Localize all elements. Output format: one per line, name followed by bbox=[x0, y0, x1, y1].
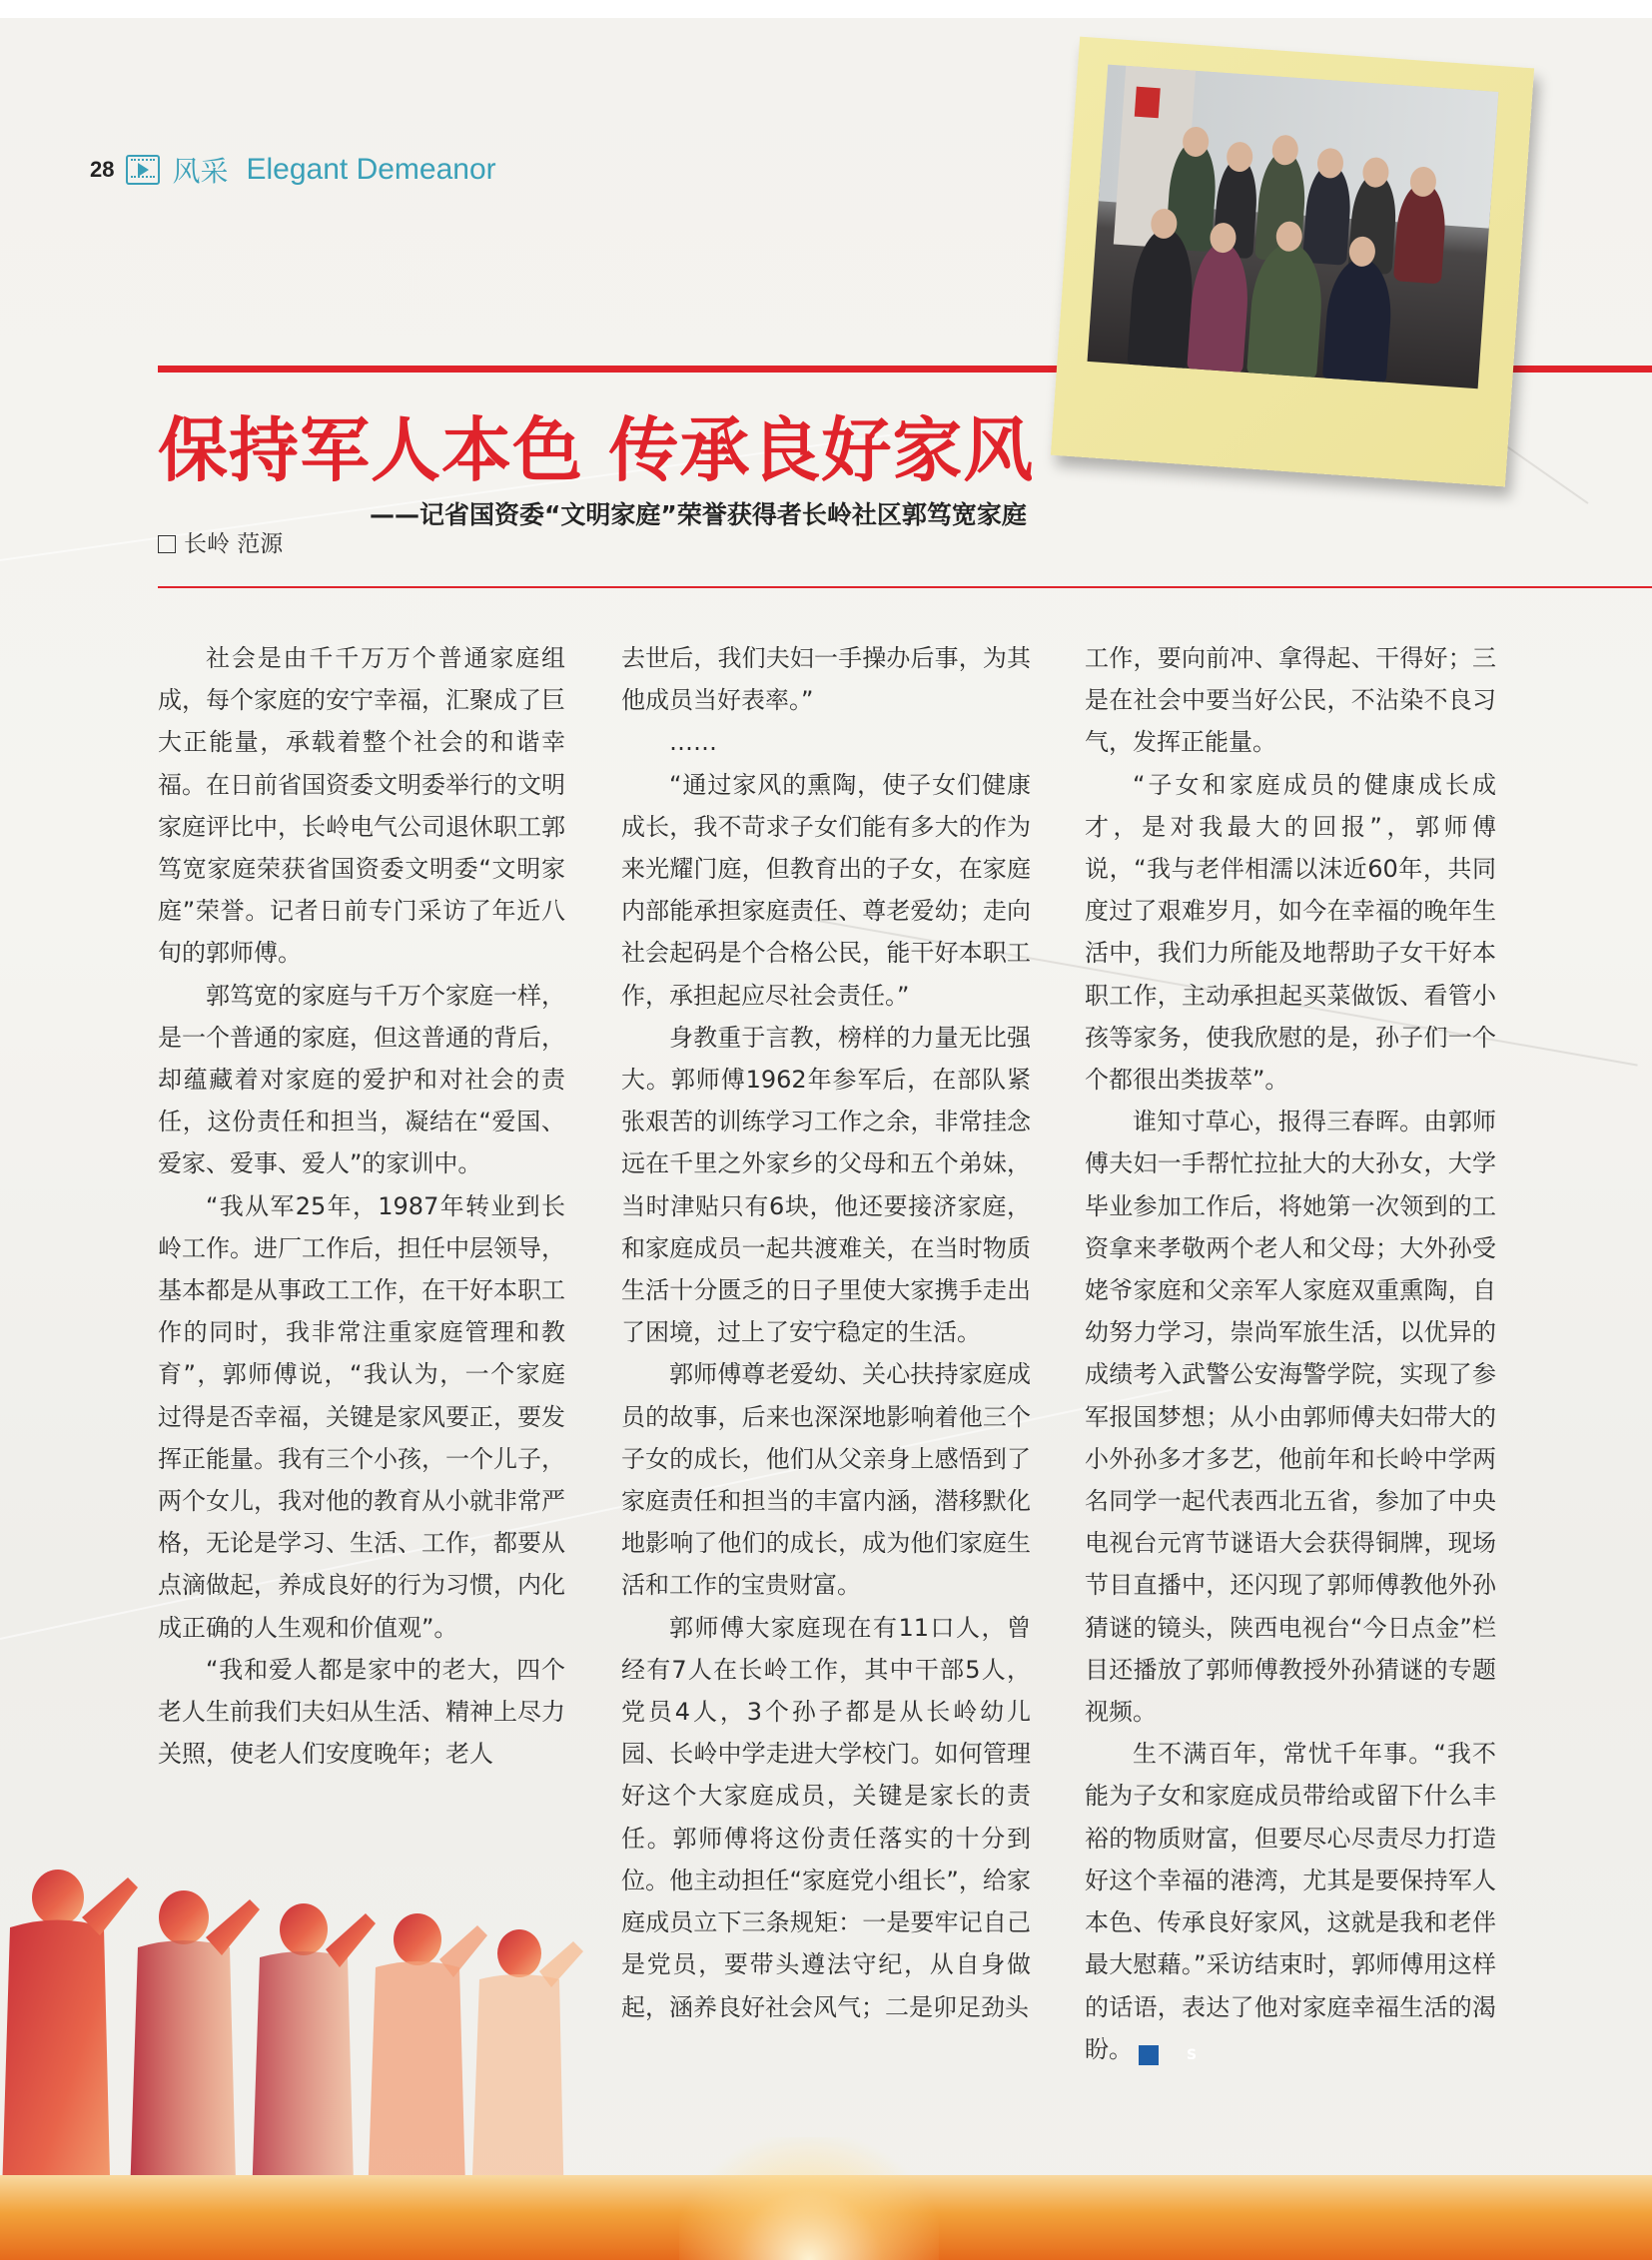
film-play-icon bbox=[126, 155, 160, 185]
paragraph-text: 生不满百年，常忧千年事。“我不能为子女和家庭成员带给或留下什么丰裕的物质财富，但要尽心尽责尽力打造好这个幸福的港湾，尤其是要保持军人本色、传承良好家风，这就是我和老伴最大慰藉。”采访结束时，郭师傅用这样的话语，表达了他对家庭幸福生活的渴盼。 bbox=[1085, 1740, 1496, 2063]
article-title: 保持军人本色 传承良好家风 bbox=[158, 409, 1035, 491]
paragraph: 郭师傅尊老爱幼、关心扶持家庭成员的故事，后来也深深地影响着他三个子女的成长，他们从父亲身上感悟到了家庭责任和担当的丰富内涵，潜移默化地影响了他们的成长，成为他们家庭生活和工作的宝贵财富。 bbox=[621, 1360, 1031, 1600]
paragraph: 身教重于言教，榜样的力量无比强大。郭师傅1962年参军后，在部队紧张艰苦的训练学习工作之余，非常挂念远在千里之外家乡的父母和五个弟妹，当时津贴只有6块，他还要接济家庭，和家庭成员一起共渡难关，在当时物质生活十分匮乏的日子里使大家携手走出了困境，过上了安宁稳定的生活。 bbox=[621, 1023, 1031, 1347]
paragraph: “子女和家庭成员的健康成长成才，是对我最大的回报”，郭师傅说，“我与老伴相濡以沫近60年，共同度过了艰难岁月，如今在幸福的晚年生活中，我们力所能及地帮助子女干好本职工作，主动承担起买菜做饭、看管小孩等家务，使我欣慰的是，孙子们一个个都很出类拔萃”。 bbox=[1085, 770, 1496, 1095]
ellipsis-line: …… bbox=[669, 728, 717, 757]
section-title-en: Elegant Demeanor bbox=[246, 153, 496, 186]
family-photo bbox=[1088, 65, 1499, 389]
paragraph-last bbox=[1085, 1733, 1496, 2070]
family-photo-frame bbox=[1051, 37, 1534, 487]
article-column-1 bbox=[158, 637, 565, 1775]
paragraph: “我从军25年，1987年转业到长岭工作。进厂工作后，担任中层领导，基本都是从事政工工作，在干好本职工作的同时，我非常注重家庭管理和教育”，郭师傅说，“我认为，一个家庭过得是否幸福，关键是家风要正，要发挥正能量。我有三个小孩，一个儿子，两个女儿，我对他的教育从小就非常严格，无论是学习、生活、工作，都要从点滴做起，养成良好的行为习惯，内化成正确的人生观和价值观”。 bbox=[158, 1191, 565, 1642]
paragraph: 郭师傅大家庭现在有11口人，曾经有7人在长岭工作，其中干部5人，党员4人，3个孙子都是从长岭幼儿园、长岭中学走进大学校门。如何管理好这个大家庭成员，关键是家长的责任。郭师傅将这份责任落实的十分到位。他主动担任“家庭党小组长”，给家庭成员立下三条规矩：一是要牢记自己是党员，要带头遵法守纪，从自身做起，涵养良好社会风气；二是卯足劲头 bbox=[621, 1613, 1031, 2021]
paragraph: “通过家风的熏陶，使子女们健康成长，我不苛求子女们能有多大的作为来光耀门庭，但教育出的子女，在家庭内部能承担家庭责任、尊老爱幼；走向社会起码是个合格公民，能干好本职工作，承担起应尽社会责任。” bbox=[621, 770, 1031, 1010]
paper-top-edge bbox=[0, 0, 1652, 18]
section-title-cn: 风采 bbox=[172, 155, 229, 188]
article-column-2 bbox=[621, 637, 1031, 2028]
title-bottom-rule bbox=[158, 586, 1652, 588]
paragraph: 郭笃宽的家庭与千万个家庭一样，是一个普通的家庭，但这普通的背后，却蕴藏着对家庭的爱护和对社会的责任，这份责任和担当，凝结在“爱国、爱家、爱事、爱人”的家训中。 bbox=[158, 981, 565, 1178]
article-column-3 bbox=[1085, 637, 1496, 2070]
sun-glow bbox=[679, 2137, 939, 2260]
square-box-icon bbox=[158, 535, 176, 553]
byline bbox=[158, 525, 283, 558]
byline-author: 长岭 范源 bbox=[184, 531, 284, 557]
paragraph: 工作，要向前冲、拿得起、干得好；三是在社会中要当好公民，不沾染不良习气，发挥正能量。 bbox=[1085, 644, 1496, 757]
paragraph: “我和爱人都是家中的老大，四个老人生前我们夫妇从生活、精神上尽力关照，使老人们安度晚年；老人 bbox=[158, 1655, 565, 1769]
paragraph: 谁知寸草心，报得三春晖。由郭师傅夫妇一手帮忙拉扯大的大孙女，大学毕业参加工作后，将她第一次领到的工资拿来孝敬两个老人和父母；大外孙受姥爷家庭和父亲军人家庭双重熏陶，自幼努力学习，崇尚军旅生活，以优异的成绩考入武警公安海警学院，实现了参军报国梦想；从小由郭师傅夫妇带大的小外孙多才多艺，他前年和长岭中学两名同学一起代表西北五省，参加了中央电视台元宵节谜语大会获得铜牌，现场节目直播中，还闪现了郭师傅教他外孙猜谜的镜头，陕西电视台“今日点金”栏目还播放了郭师傅教授外孙猜谜的专题视频。 bbox=[1085, 1108, 1496, 1727]
end-mark-icon: S bbox=[1139, 2045, 1159, 2065]
paragraph: 去世后，我们夫妇一手操办后事，为其他成员当好表率。” bbox=[621, 644, 1031, 715]
page-number: 28 bbox=[90, 157, 115, 182]
page-header bbox=[90, 150, 496, 190]
article-subtitle: ——记省国资委“文明家庭”荣誉获得者长岭社区郭笃宽家庭 bbox=[370, 500, 1027, 529]
paragraph: 社会是由千千万万个普通家庭组成，每个家庭的安宁幸福，汇聚成了巨大正能量，承载着整个社会的和谐幸福。在日前省国资委文明委举行的文明家庭评比中，长岭电气公司退休职工郭笃宽家庭荣获省国资委文明委“文明家庭”荣誉。记者日前专门采访了年近八旬的郭师傅。 bbox=[158, 644, 565, 968]
